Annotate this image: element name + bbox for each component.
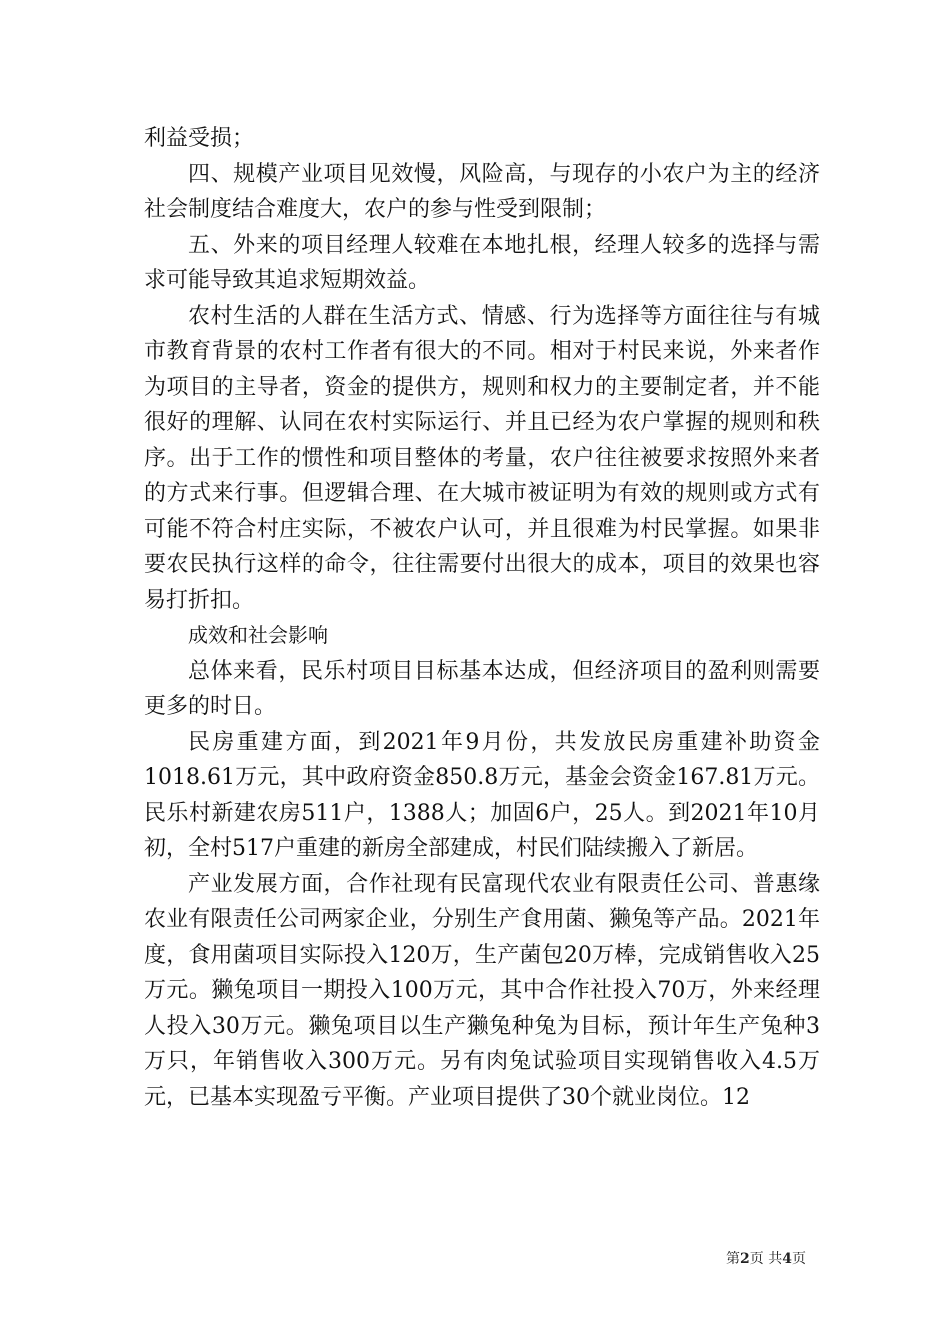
footer-middle: 页 共 xyxy=(749,1251,783,1267)
paragraph: 利益受损； xyxy=(144,126,255,151)
body-text xyxy=(144,121,820,1115)
paragraph: 民房重建方面，到2021年9月份，共发放民房重建补助资金1018.61万元，其中政府资金850.8万元，基金会资金167.81万元。民乐村新建农房511户，1388人；加固6户，25人。到2021年10月初，全村517户重建的新房全部建成，村民们陆续搬入了新居。 xyxy=(144,729,820,861)
paragraph: 农村生活的人群在生活方式、情感、行为选择等方面往往与有城市教育背景的农村工作者有很大的不同。相对于村民来说，外来者作为项目的主导者，资金的提供方，规则和权力的主要制定者，并不能很好的理解、认同在农村实际运行、并且已经为农户掌握的规则和秩序。出于工作的惯性和项目整体的考量，农户往往被要求按照外来者的方式来行事。但逻辑合理、在大城市被证明为有效的规则或方式有可能不符合村庄实际，不被农户认可，并且很难为村民掌握。如果非要农民执行这样的命令，往往需要付出很大的成本，项目的效果也容易打折扣。 xyxy=(144,303,820,613)
paragraph: 产业发展方面，合作社现有民富现代农业有限责任公司、普惠缘农业有限责任公司两家企业，分别生产食用菌、獭兔等产品。2021年度，食用菌项目实际投入120万，生产菌包20万棒，完成销售收入25万元。獭兔项目一期投入100万元，其中合作社投入70万，外来经理人投入30万元。獭兔项目以生产獭兔种兔为目标，预计年生产兔种3万只，年销售收入300万元。另有肉兔试验项目实现销售收入4.5万元，已基本实现盈亏平衡。产业项目提供了30个就业岗位。12 xyxy=(144,871,820,1110)
page-number-footer xyxy=(726,1250,806,1268)
paragraph: 四、规模产业项目见效慢，风险高，与现存的小农户为主的经济社会制度结合难度大，农户的参与性受到限制； xyxy=(144,161,820,222)
footer-prefix: 第 xyxy=(726,1251,741,1267)
current-page-number: 2 xyxy=(740,1251,750,1267)
section-heading: 成效和社会影响 xyxy=(188,623,328,647)
paragraph: 总体来看，民乐村项目目标基本达成，但经济项目的盈利则需要更多的时日。 xyxy=(144,658,820,719)
footer-suffix: 页 xyxy=(792,1251,806,1267)
total-page-number: 4 xyxy=(782,1251,792,1267)
paragraph: 五、外来的项目经理人较难在本地扎根，经理人较多的选择与需求可能导致其追求短期效益。 xyxy=(144,232,820,293)
